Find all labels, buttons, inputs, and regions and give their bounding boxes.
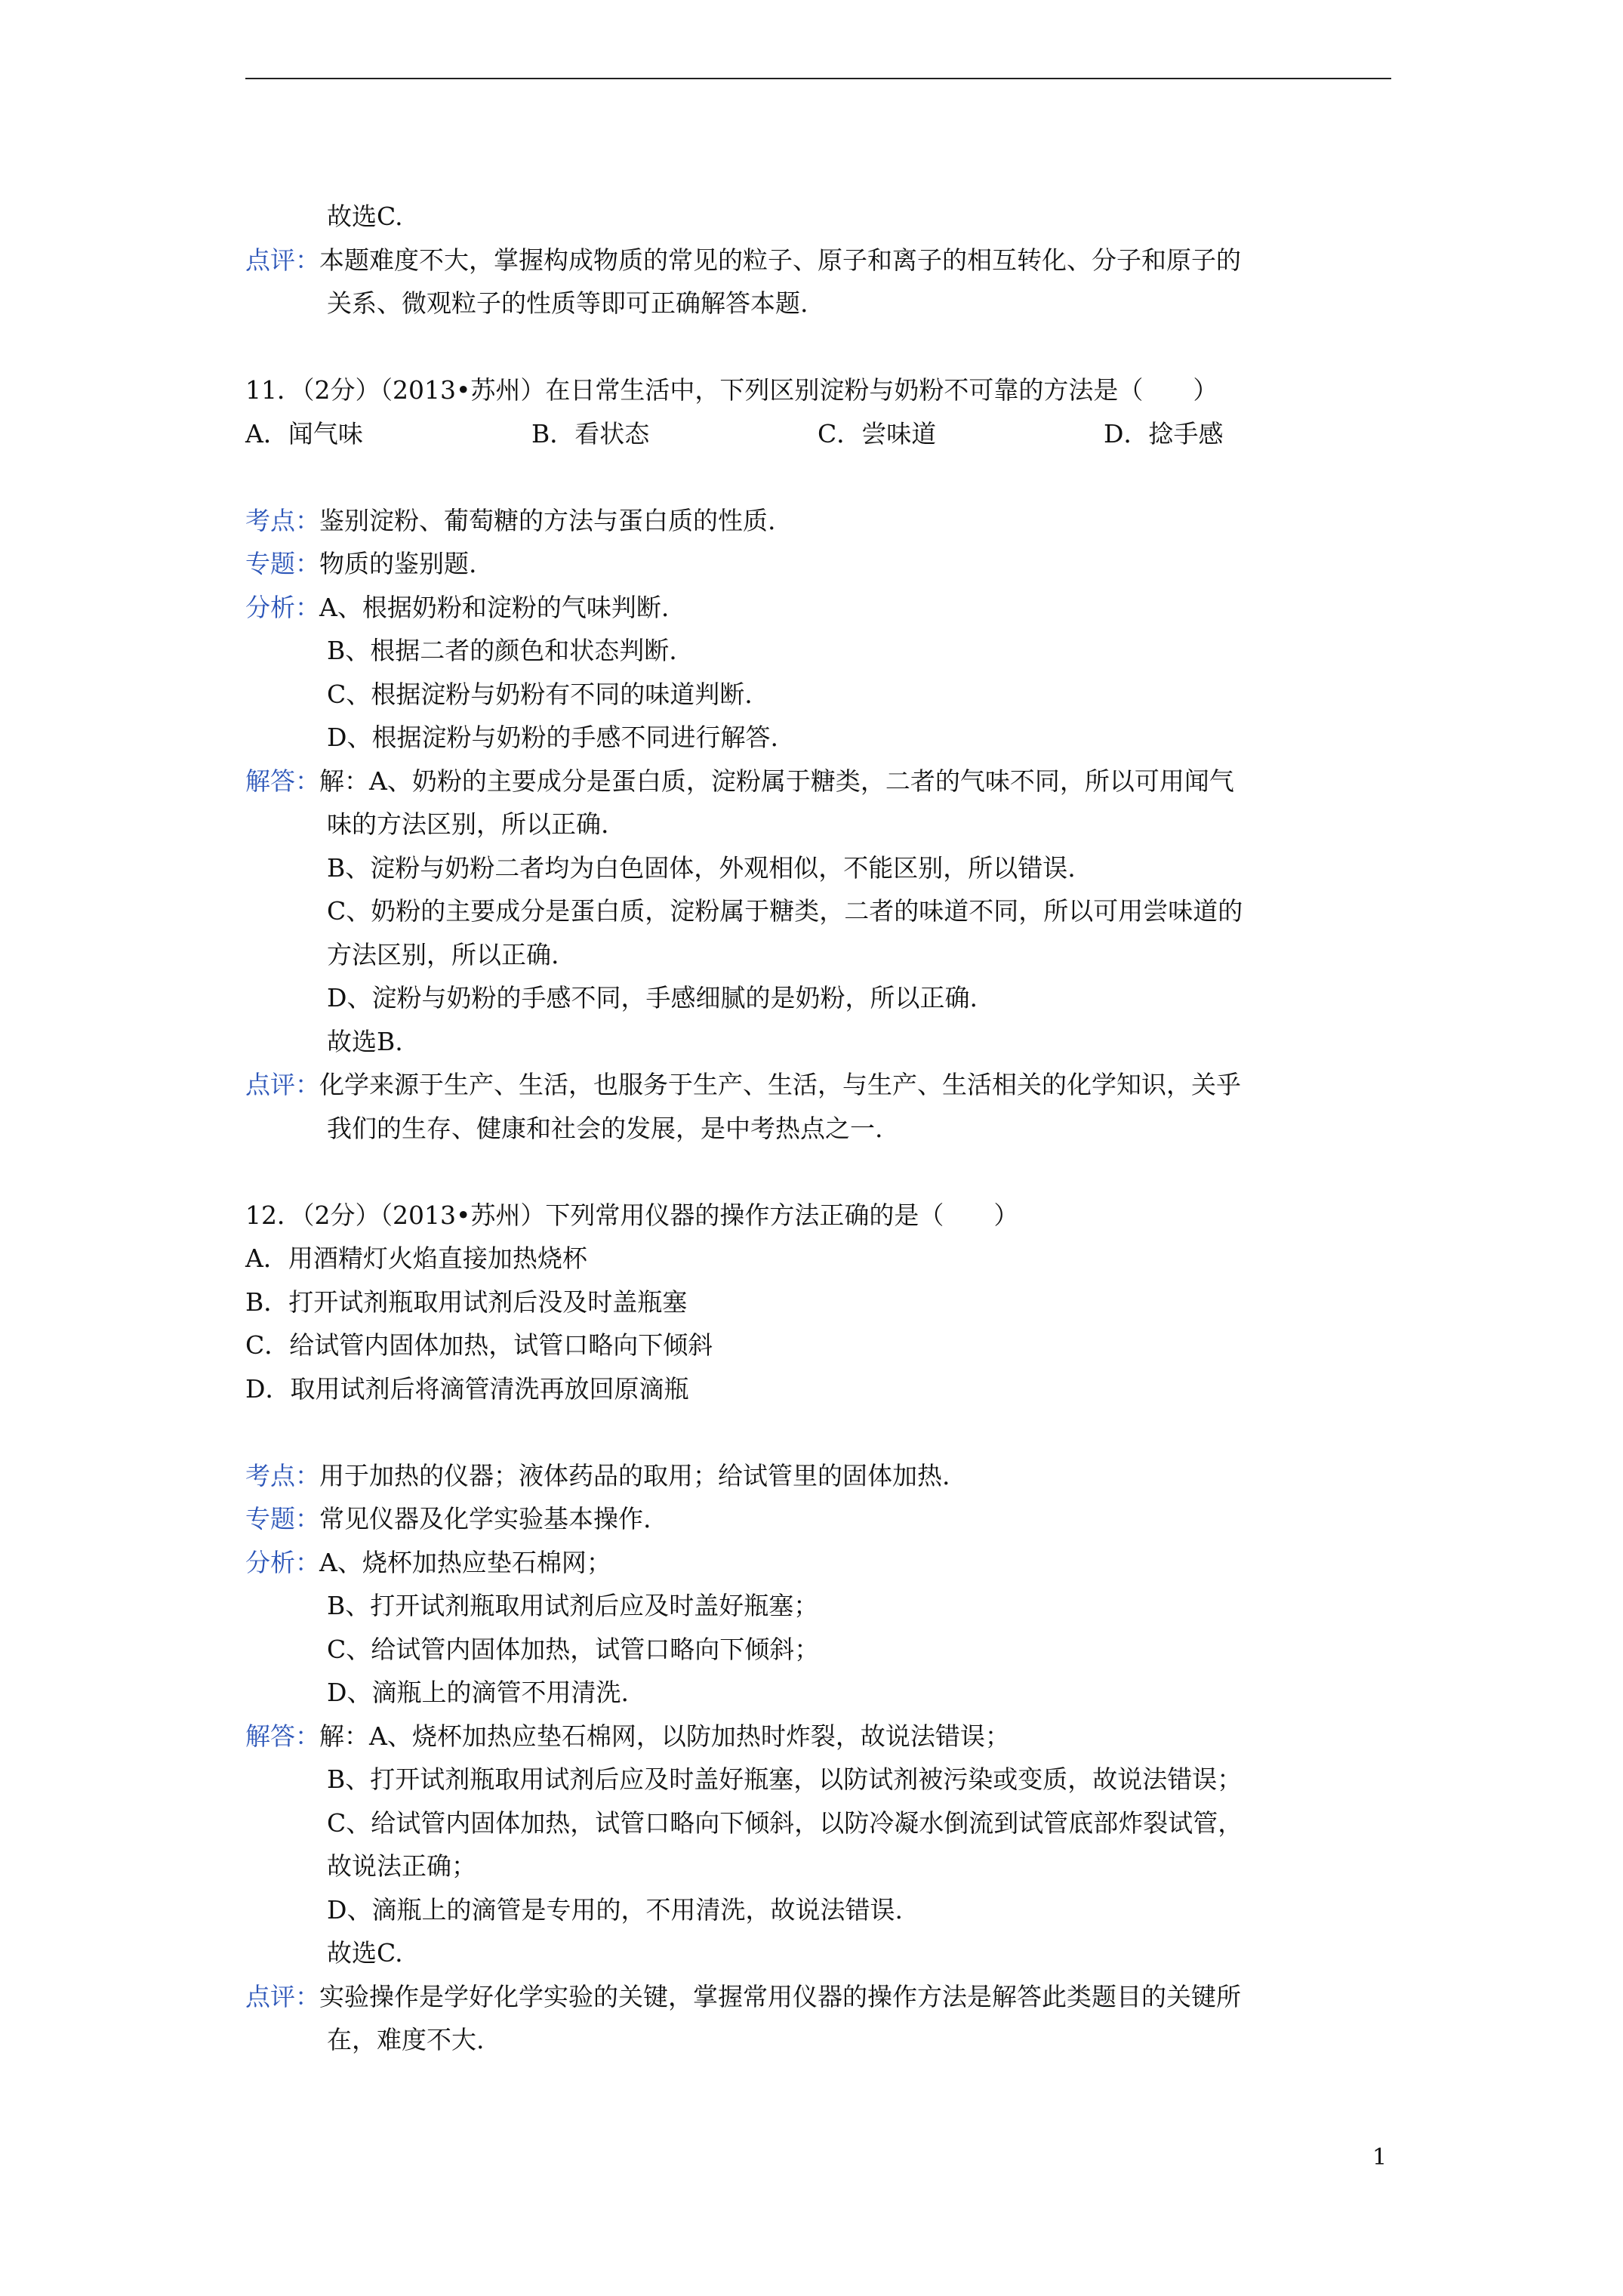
kaodian-label: 考点： — [245, 1460, 320, 1490]
zhuanti-label: 专题： — [245, 549, 320, 578]
q11-jieda-line: D、淀粉与奶粉的手感不同，手感细腻的是奶粉，所以正确. — [327, 983, 978, 1012]
spacer — [245, 1150, 1393, 1194]
q12-jieda-line: D、滴瓶上的滴管是专用的，不用清洗，故说法错误. — [327, 1894, 903, 1925]
fenxi-label: 分析： — [245, 1547, 320, 1577]
q12-kaodian: 考点：用于加热的仪器；液体药品的取用；给试管里的固体加热. — [245, 1454, 1393, 1498]
comment-label: 点评： — [245, 245, 320, 275]
spacer — [245, 1410, 1393, 1454]
q11-option-a: A．闻气味 — [245, 418, 363, 448]
q11-dianping-line: 点评：化学来源于生产、生活，也服务于生产、生活，与生产、生活相关的化学知识，关乎 — [245, 1063, 1393, 1107]
q11-option-c: C．尝味道 — [818, 418, 937, 448]
zhuanti-label: 专题： — [245, 1504, 320, 1533]
kaodian-label: 考点： — [245, 505, 320, 535]
q12-option-c: C．给试管内固体加热，试管口略向下倾斜 — [245, 1330, 713, 1360]
prev-comment-line: 点评：本题难度不大，掌握构成物质的常见的粒子、原子和离子的相互转化、分子和原子的 — [245, 239, 1393, 282]
q12-fenxi-line: 分析：A、烧杯加热应垫石棉网； — [245, 1541, 1393, 1585]
jieda-label: 解答： — [245, 1721, 320, 1751]
q11-jieda-line: B、淀粉与奶粉二者均为白色固体，外观相似，不能区别，所以错误. — [327, 852, 1076, 883]
prev-comment-line: 关系、微观粒子的性质等即可正确解答本题. — [327, 288, 808, 318]
fenxi-label: 分析： — [245, 592, 320, 622]
q11-zhuanti: 专题：物质的鉴别题. — [245, 542, 1393, 586]
spacer — [245, 325, 1393, 369]
dianping-label: 点评： — [245, 1981, 320, 2011]
page-number: 1 — [1372, 2144, 1387, 2171]
q11-kaodian: 考点：鉴别淀粉、葡萄糖的方法与蛋白质的性质. — [245, 499, 1393, 543]
q11-jieda-line: 方法区别，所以正确. — [327, 939, 559, 969]
q11-dianping-line: 我们的生存、健康和社会的发展，是中考热点之一. — [327, 1113, 883, 1143]
q12-jieda-line: 故选C. — [327, 1938, 403, 1968]
prev-choice: 故选C. — [327, 202, 403, 231]
q12-jieda-line: C、给试管内固体加热，试管口略向下倾斜，以防冷凝水倒流到试管底部炸裂试管， — [327, 1808, 1243, 1838]
q11-jieda-line: C、奶粉的主要成分是蛋白质，淀粉属于糖类，二者的味道不同，所以可用尝味道的 — [327, 896, 1243, 926]
q11-jieda-line: 味的方法区别，所以正确. — [327, 809, 609, 839]
q12-dianping-line: 点评：实验操作是学好化学实验的关键，掌握常用仪器的操作方法是解答此类题目的关键所 — [245, 1975, 1393, 2019]
q12-option-a: A．用酒精灯火焰直接加热烧杯 — [245, 1244, 587, 1273]
q12-fenxi-line: C、给试管内固体加热，试管口略向下倾斜； — [327, 1634, 820, 1664]
q12-jieda-line: 解答：解：A、烧杯加热应垫石棉网，以防加热时炸裂，故说法错误； — [245, 1715, 1393, 1758]
q12-fenxi-line: D、滴瓶上的滴管不用清洗. — [327, 1678, 629, 1707]
q12-option-d: D．取用试剂后将滴管清洗再放回原滴瓶 — [245, 1373, 689, 1404]
q12-stem: 12．（2分）（2013•苏州）下列常用仪器的操作方法正确的是（ ） — [245, 1200, 1019, 1230]
document-body — [245, 195, 1393, 2062]
header-rule — [245, 78, 1391, 79]
q12-dianping-line: 在，难度不大. — [327, 2025, 485, 2054]
q11-options — [245, 412, 1393, 456]
spacer — [245, 455, 1393, 499]
q11-option-d: D．捻手感 — [1104, 418, 1224, 448]
q11-fenxi-line: 分析：A、根据奶粉和淀粉的气味判断. — [245, 586, 1393, 630]
q11-jieda-line: 解答：解：A、奶粉的主要成分是蛋白质，淀粉属于糖类，二者的气味不同，所以可用闻气 — [245, 760, 1393, 803]
q11-fenxi-line: D、根据淀粉与奶粉的手感不同进行解答. — [327, 723, 778, 752]
dianping-label: 点评： — [245, 1070, 320, 1099]
q11-jieda-line: 故选B. — [327, 1026, 403, 1056]
q12-jieda-line: B、打开试剂瓶取用试剂后应及时盖好瓶塞，以防试剂被污染或变质，故说法错误； — [327, 1764, 1243, 1794]
q11-fenxi-line: C、根据淀粉与奶粉有不同的味道判断. — [327, 679, 753, 709]
q11-option-b: B．看状态 — [531, 418, 650, 448]
q12-zhuanti: 专题：常见仪器及化学实验基本操作. — [245, 1497, 1393, 1541]
q11-stem: 11．（2分）（2013•苏州）在日常生活中，下列区别淀粉与奶粉不可靠的方法是（ ） — [245, 375, 1218, 405]
q12-fenxi-line: B、打开试剂瓶取用试剂后应及时盖好瓶塞； — [327, 1591, 819, 1620]
jieda-label: 解答： — [245, 766, 320, 796]
q11-fenxi-line: B、根据二者的颜色和状态判断. — [327, 636, 677, 665]
q12-option-b: B．打开试剂瓶取用试剂后没及时盖瓶塞 — [245, 1287, 688, 1317]
q12-jieda-line: 故说法正确； — [327, 1851, 476, 1881]
